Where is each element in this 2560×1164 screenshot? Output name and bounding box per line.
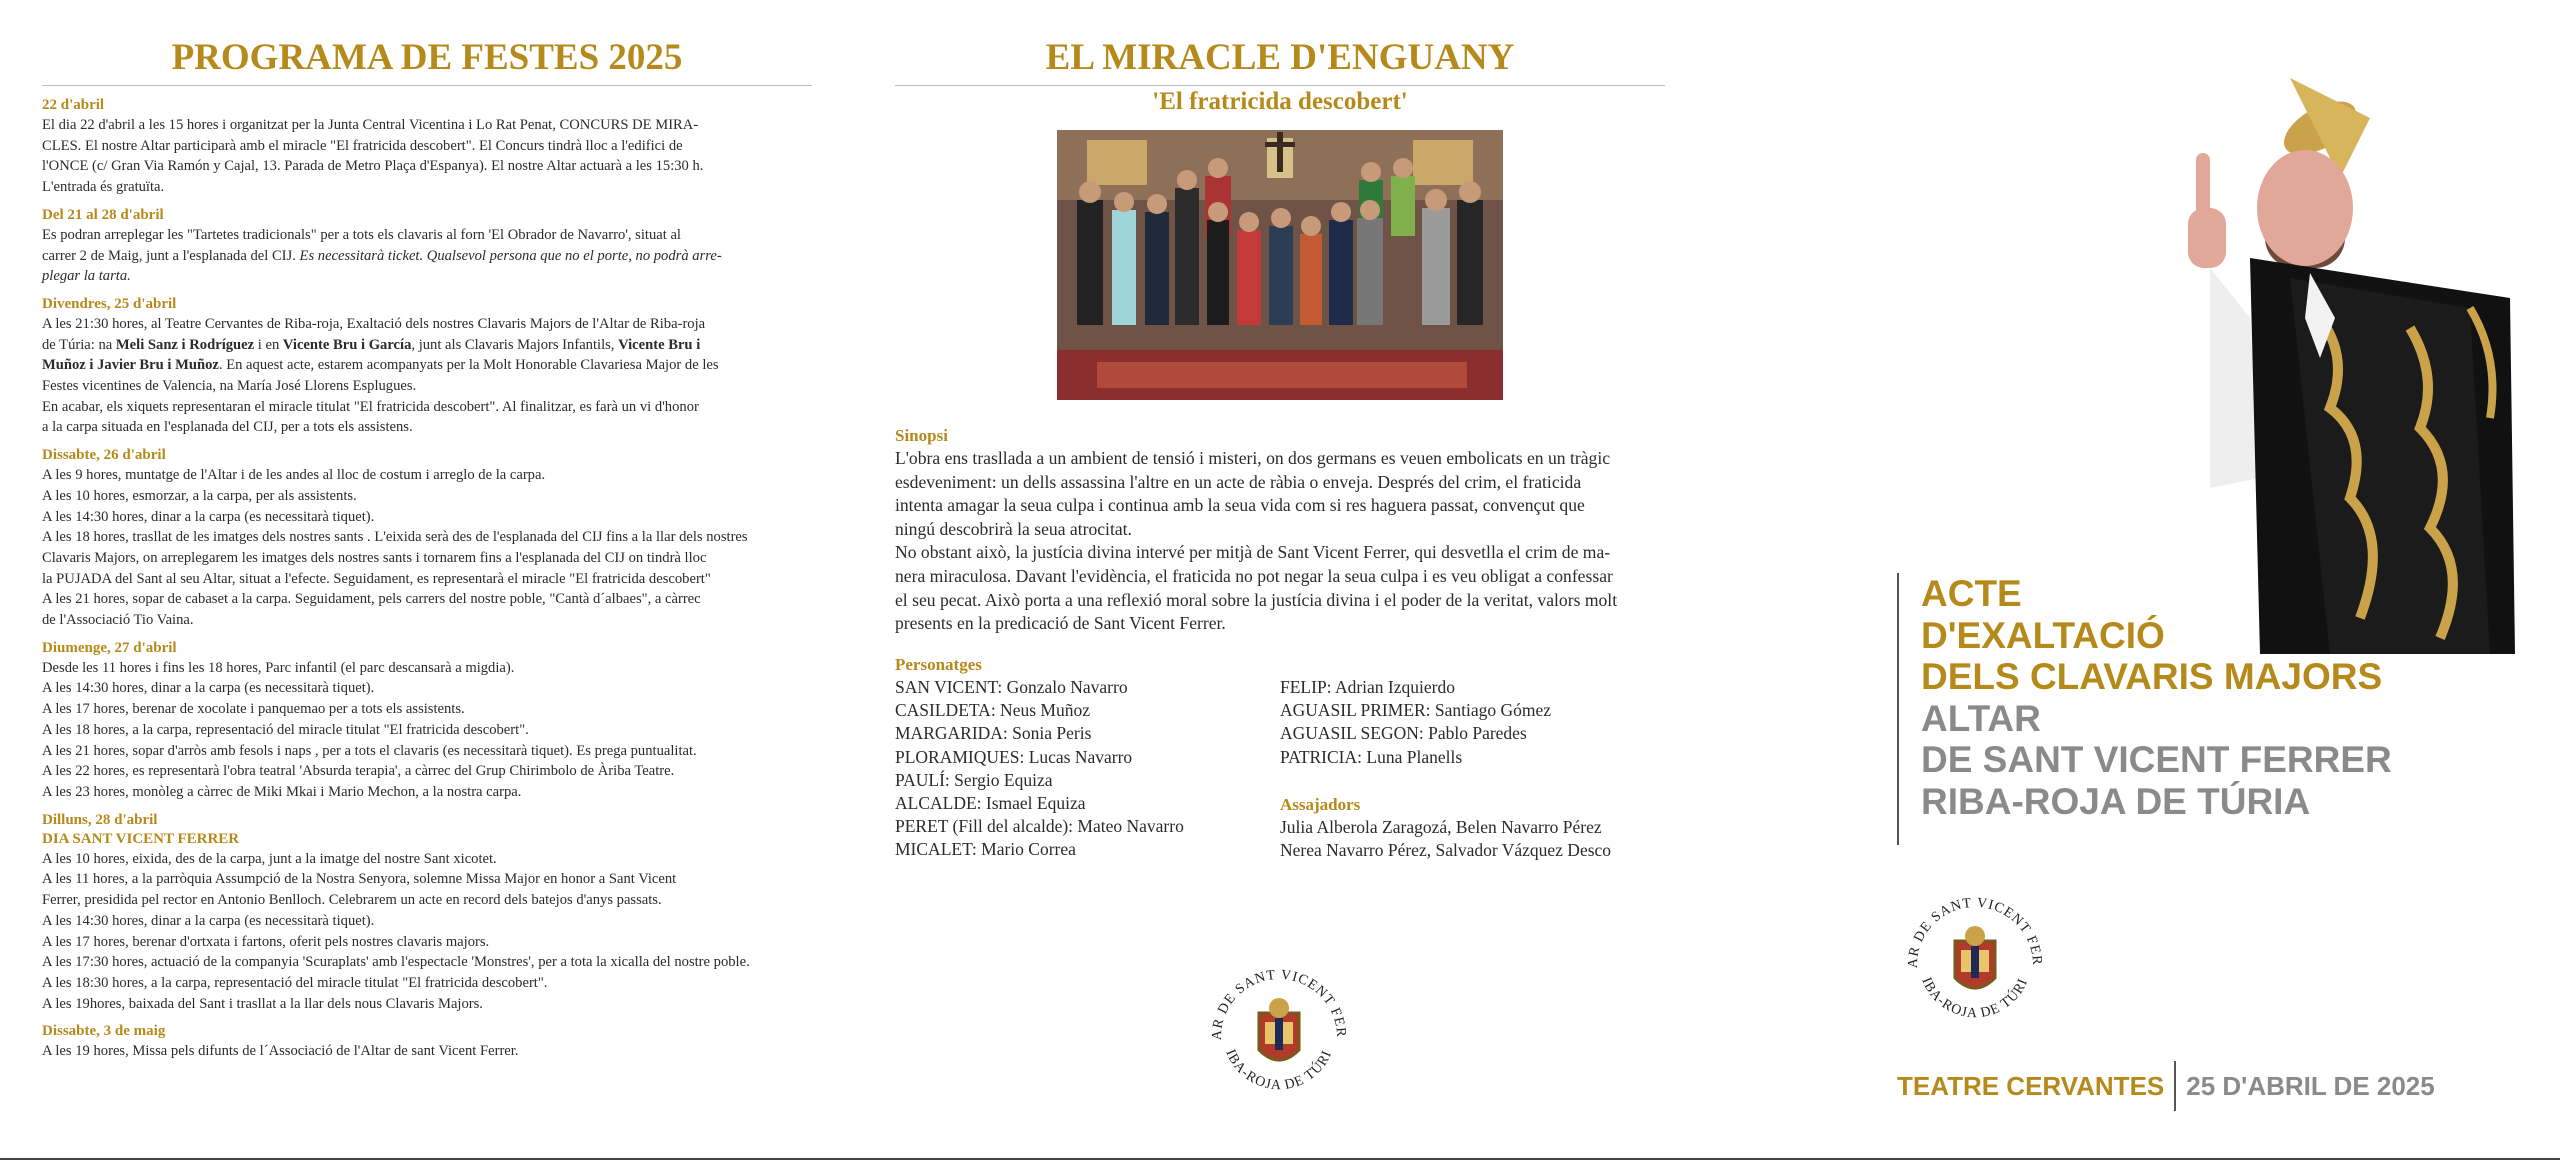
program-line	[42, 782, 812, 803]
program-line	[42, 246, 812, 267]
program-day-subheading: DIA SANT VICENT FERRER	[42, 830, 240, 847]
synopsis-line: presents en la predicació de Sant Vicent Ferrer.	[895, 613, 1226, 634]
program-text-segment: A les 23 hores, monòleg a càrrec de Miki Mkai i Mario Mechon, a la nostra carpa.	[42, 783, 522, 800]
venue-label: TEATRE CERVANTES	[1897, 1070, 2165, 1101]
rehearsal-names	[1280, 816, 1611, 862]
program-line	[42, 136, 812, 157]
program-text-segment: Festes vicentines de Valencia, na María José Llorens Esplugues.	[42, 378, 417, 395]
synopsis-line: el seu pecat. Això porta a una reflexió moral sobre la justícia divina i el poder de la veritat, valors molt	[895, 589, 1618, 610]
program-text-segment: de Túria: na	[42, 336, 116, 353]
program-text-segment: Vicente Bru i García	[282, 336, 412, 353]
program-text-segment: A les 11 hores, a la parròquia Assumpció de la Nostra Senyora, solemne Missa Major en honor a Sant Vicent	[42, 871, 677, 888]
program-line	[42, 486, 812, 507]
program-text-segment: A les 10 hores, esmorzar, a la carpa, per als assistents.	[42, 487, 357, 504]
event-title-grey	[1921, 698, 2392, 823]
program-text-segment: plegar la tarta.	[42, 268, 131, 285]
program-text-segment: El dia 22 d'abril a les 15 hores i organitzat per la Junta Central Vicentina i Lo Rat Penat, CONCURS DE MIRA-	[42, 117, 699, 133]
program-day-section	[42, 295, 812, 438]
event-footer	[1897, 1060, 2435, 1112]
event-subtitle-line: RIBA-ROJA DE TÚRIA	[1921, 780, 2311, 822]
characters-list-left	[895, 676, 1184, 862]
program-text-segment: A les 18 hores, trasllat de les imatges dels nostres sants . L'eixida serà des de l'esplanada del CIJ fins a la llar dels nostres	[42, 529, 748, 546]
character-entry: PLORAMIQUES: Lucas Navarro	[895, 746, 1133, 767]
characters-heading: Personatges	[895, 655, 982, 674]
program-day-heading: Dissabte, 3 de maig	[42, 1023, 166, 1040]
miracle-title: EL MIRACLE D'ENGUANY	[1045, 37, 1515, 78]
program-day-section	[42, 96, 812, 198]
program-line	[42, 225, 812, 246]
program-line	[42, 678, 812, 699]
program-line	[42, 952, 812, 973]
program-text-segment: A les 14:30 hores, dinar a la carpa (es necessitarà tiquet).	[42, 912, 375, 929]
program-title: PROGRAMA DE FESTES 2025	[171, 37, 683, 78]
program-line	[42, 417, 812, 438]
program-text-segment: A les 14:30 hores, dinar a la carpa (es necessitarà tiquet).	[42, 508, 375, 525]
program-text-segment: l'ONCE (c/ Gran Via Ramón y Cajal, 13. Parada de Metro Plaça d'Espanya). El nostre Altar actuarà a les 15:30 h.	[42, 158, 704, 175]
program-text-segment: A les 18 hores, a la carpa, representació del miracle titulat "El fratricida descobert".	[42, 721, 529, 738]
character-entry: MARGARIDA: Sonia Peris	[895, 723, 1092, 744]
program-text-segment: En acabar, els xiquets representaran el miracle titulat "El fratricida descobert". Al finalitzar, es farà un vi d'honor	[42, 398, 699, 415]
program-text-segment: Es podran arreplegar les "Tartetes tradicionals" per a tots els clavaris al forn 'El Obrador de Navarro', situat al	[42, 226, 681, 243]
program-text-segment: carrer 2 de Maig, junt a l'esplanada del CIJ.	[42, 247, 300, 264]
saint-vicent-ferrer-statue-image	[2170, 58, 2530, 654]
event-date: 25 D'ABRIL DE 2025	[2186, 1070, 2435, 1101]
program-line	[42, 1041, 812, 1062]
program-text-segment: la PUJADA del Sant al seu Altar, situat a l'efecte. Seguidament, es representarà el miracle "El fratricida descobert"	[42, 570, 711, 587]
program-text-segment: de l'Associació Tio Vaina.	[42, 612, 194, 629]
rehearsal-name-line: Julia Alberola Zaragozá, Belen Navarro Pérez	[1280, 817, 1602, 837]
program-day-heading: Diumenge, 27 d'abril	[42, 639, 177, 656]
program-line	[42, 335, 812, 356]
program-line	[42, 548, 812, 569]
synopsis-line: esdeveniment: un dells assassina l'altre en un acte de ràbia o enveja. Després del crim, el fraticida	[895, 471, 1582, 492]
program-line	[42, 156, 812, 177]
program-text-segment: A les 17:30 hores, actuació de la companyia 'Scuraplats' amb l'espectacle 'Monstres', per a tota la xicalla del nostre poble.	[42, 954, 750, 971]
program-line	[42, 177, 812, 198]
event-title-line: D'EXALTACIÓ	[1921, 614, 2165, 656]
program-text-segment: A les 14:30 hores, dinar a la carpa (es necessitarà tiquet).	[42, 680, 375, 697]
program-day-section	[42, 639, 812, 803]
program-line	[42, 658, 812, 679]
program-day-heading: Del 21 al 28 d'abril	[42, 206, 164, 223]
cast-group-photo	[1057, 130, 1503, 400]
program-text-segment: L'entrada és gratuïta.	[42, 179, 165, 196]
program-text-segment: A les 21 hores, sopar de cabaset a la carpa. Seguidament, pels carrers del nostre poble, "Cantà d´albaes", a càrrec	[42, 591, 701, 608]
synopsis-line: ningú descobrirà la seua atrocitat.	[895, 518, 1132, 539]
program-line	[42, 720, 812, 741]
program-line	[42, 761, 812, 782]
program-day-heading: Divendres, 25 d'abril	[42, 295, 177, 312]
program-line	[42, 699, 812, 720]
program-line	[42, 849, 812, 870]
character-entry: AGUASIL SEGON: Pablo Paredes	[1280, 723, 1527, 744]
program-line	[42, 589, 812, 610]
program-text-segment: Ferrer, presidida pel rector en Antonio Benlloch. Celebrarem un acte en record dels batejos d'anys passats.	[42, 892, 662, 909]
program-text-segment: a la carpa situada en l'esplanada del CIJ, per a tots els assistens.	[42, 419, 413, 436]
seal-bottom-text: IBA-ROJA DE TÚRI	[1222, 1047, 1336, 1094]
program-line	[42, 911, 812, 932]
seal-bottom-text: IBA-ROJA DE TÚRI	[1918, 975, 2032, 1022]
program-text-segment: Muñoz i Javier Bru i Muñoz	[42, 357, 219, 374]
miracle-subtitle: 'El fratricida descobert'	[1152, 88, 1408, 115]
program-text-segment: Desde les 11 hores i fins les 18 hores, Parc infantil (el parc descansarà a migdia).	[42, 659, 515, 676]
program-line	[42, 376, 812, 397]
program-line	[42, 610, 812, 631]
event-subtitle-line: DE SANT VICENT FERRER	[1921, 739, 2392, 780]
program-text-segment: A les 19 hores, Missa pels difunts de l´Associació de l'Altar de sant Vicent Ferrer.	[42, 1043, 519, 1060]
program-line	[42, 527, 812, 548]
program-line	[42, 507, 812, 528]
program-day-heading: Dissabte, 26 d'abril	[42, 447, 166, 464]
program-line	[42, 266, 812, 287]
program-day-section	[42, 1022, 812, 1062]
character-entry: PAULÍ: Sergio Equiza	[895, 769, 1053, 790]
program-text-segment: CLES. El nostre Altar participarà amb el miracle "El fratricida descobert". El Concurs tindrà lloc a l'edifici de	[42, 137, 683, 154]
synopsis-line: intenta amagar la seua culpa i continua amb la seua vida com si res haguera passat, convençut que	[895, 495, 1585, 516]
program-text-segment: A les 19hores, baixada del Sant i trasllat a la llar dels nous Clavaris Majors.	[42, 995, 483, 1012]
character-entry: AGUASIL PRIMER: Santiago Gómez	[1280, 700, 1552, 721]
program-text-segment: A les 9 hores, muntatge de l'Altar i de les andes al lloc de costum i arreglo de la carpa.	[42, 467, 546, 484]
altar-seal-logo	[1895, 886, 2055, 1044]
character-entry: ALCALDE: Ismael Equiza	[895, 793, 1086, 814]
program-text-segment: Meli Sanz i Rodríguez	[115, 336, 255, 353]
rehearsal-name-line: Nerea Navarro Pérez, Salvador Vázquez Desco	[1280, 840, 1612, 861]
character-entry: FELIP: Adrian Izquierdo	[1280, 677, 1455, 697]
program-text-segment: A les 21 hores, sopar d'arròs amb fesols i naps , per a tots el clavaris (es necessitarà tiquet). Es prega puntualitat.	[42, 742, 697, 759]
title-divider	[42, 85, 812, 86]
program-day-heading: 22 d'abril	[42, 97, 105, 113]
program-line	[42, 973, 812, 994]
character-entry: MICALET: Mario Correa	[895, 839, 1076, 860]
synopsis-line: No obstant això, la justícia divina intervé per mitjà de Sant Vicent Ferrer, qui desvetlla el crim de ma-	[895, 542, 1611, 563]
program-line	[42, 741, 812, 762]
altar-seal-logo	[1199, 958, 1359, 1116]
program-line	[42, 314, 812, 335]
program-text-segment: A les 22 hores, es representarà l'obra teatral 'Absurda terapia', a càrrec del Grup Chirimbolo de Àriba Teatre.	[42, 763, 675, 780]
character-entry: PERET (Fill del alcalde): Mateo Navarro	[895, 816, 1184, 837]
program-line	[42, 355, 812, 376]
event-title-line: DELS CLAVARIS MAJORS	[1921, 656, 2383, 697]
footer-divider	[2174, 1061, 2176, 1111]
program-line	[42, 397, 812, 418]
program-day-section	[42, 206, 812, 287]
program-text-segment: A les 21:30 hores, al Teatre Cervantes de Riba-roja, Exaltació dels nostres Clavaris Majors de l'Altar de Riba-roja	[42, 315, 706, 332]
page-bottom-border	[0, 1158, 2560, 1160]
seal-top-text: AR DE SANT VICENT FER	[1209, 967, 1349, 1041]
program-text-segment: A les 10 hores, eixida, des de la carpa, junt a la imatge del nostre Sant xicotet.	[42, 850, 497, 867]
program-line	[42, 465, 812, 486]
program-text-segment: A les 17 hores, berenar d'ortxata i fartons, oferit pels nostres clavaris majors.	[42, 933, 490, 950]
synopsis-line: L'obra ens trasllada a un ambient de tensió i misteri, on dos germans es veuen embolicats en un tràgic	[895, 448, 1611, 468]
character-entry: SAN VICENT: Gonzalo Navarro	[895, 677, 1128, 697]
program-day-section	[42, 446, 812, 631]
program-line	[42, 932, 812, 953]
program-text-segment: Clavaris Majors, on arreplegarem les imatges dels nostres sants i tornarem fins a l'esplanada del CIJ on tindrà lloc	[42, 549, 707, 566]
synopsis-heading: Sinopsi	[895, 426, 948, 445]
program-text-segment: . En aquest acte, estarem acompanyats per la Molt Honorable Clavariesa Major de les	[218, 357, 719, 374]
program-line	[42, 994, 812, 1015]
seal-top-text: AR DE SANT VICENT FER	[1905, 895, 2045, 969]
character-entry: CASILDETA: Neus Muñoz	[895, 700, 1090, 721]
program-text-segment: Es necessitarà ticket. Qualsevol persona que no el porte, no podrà arre-	[299, 247, 722, 264]
program-text-segment: , junt als Clavaris Majors Infantils,	[411, 336, 619, 353]
synopsis-line: nera miraculosa. Davant l'evidència, el fraticida no pot negar la seua culpa i es veu obligat a confessar	[895, 565, 1613, 586]
program-text-segment: A les 18:30 hores, a la carpa, representació del miracle titulat "El fratricida descobert".	[42, 974, 548, 991]
program-line	[42, 569, 812, 590]
rehearsal-directors	[1280, 794, 1611, 862]
event-subtitle-line: ALTAR	[1921, 697, 2041, 739]
characters-list-right	[1280, 676, 1551, 769]
miracle-section	[895, 36, 1665, 118]
program-text-segment: i en	[254, 336, 283, 353]
program-text-segment: Vicente Bru i	[618, 336, 701, 353]
program-sections	[42, 96, 812, 1062]
event-title-gold	[1921, 573, 2392, 698]
event-heading	[1897, 573, 2392, 845]
program-day-section	[42, 811, 812, 1015]
program-text-segment: A les 17 hores, berenar de xocolate i panquemao per a tots els assistents.	[42, 701, 465, 718]
program-line	[42, 890, 812, 911]
program-line	[42, 869, 812, 890]
synopsis	[895, 425, 1665, 636]
program-line	[42, 115, 812, 136]
festival-program	[42, 36, 812, 1070]
rehearsal-heading: Assajadors	[1280, 795, 1361, 814]
event-title-line: ACTE	[1921, 573, 2022, 614]
character-entry: PATRICIA: Luna Planells	[1280, 746, 1463, 767]
synopsis-text	[895, 447, 1665, 636]
program-day-heading: Dilluns, 28 d'abril	[42, 811, 158, 828]
